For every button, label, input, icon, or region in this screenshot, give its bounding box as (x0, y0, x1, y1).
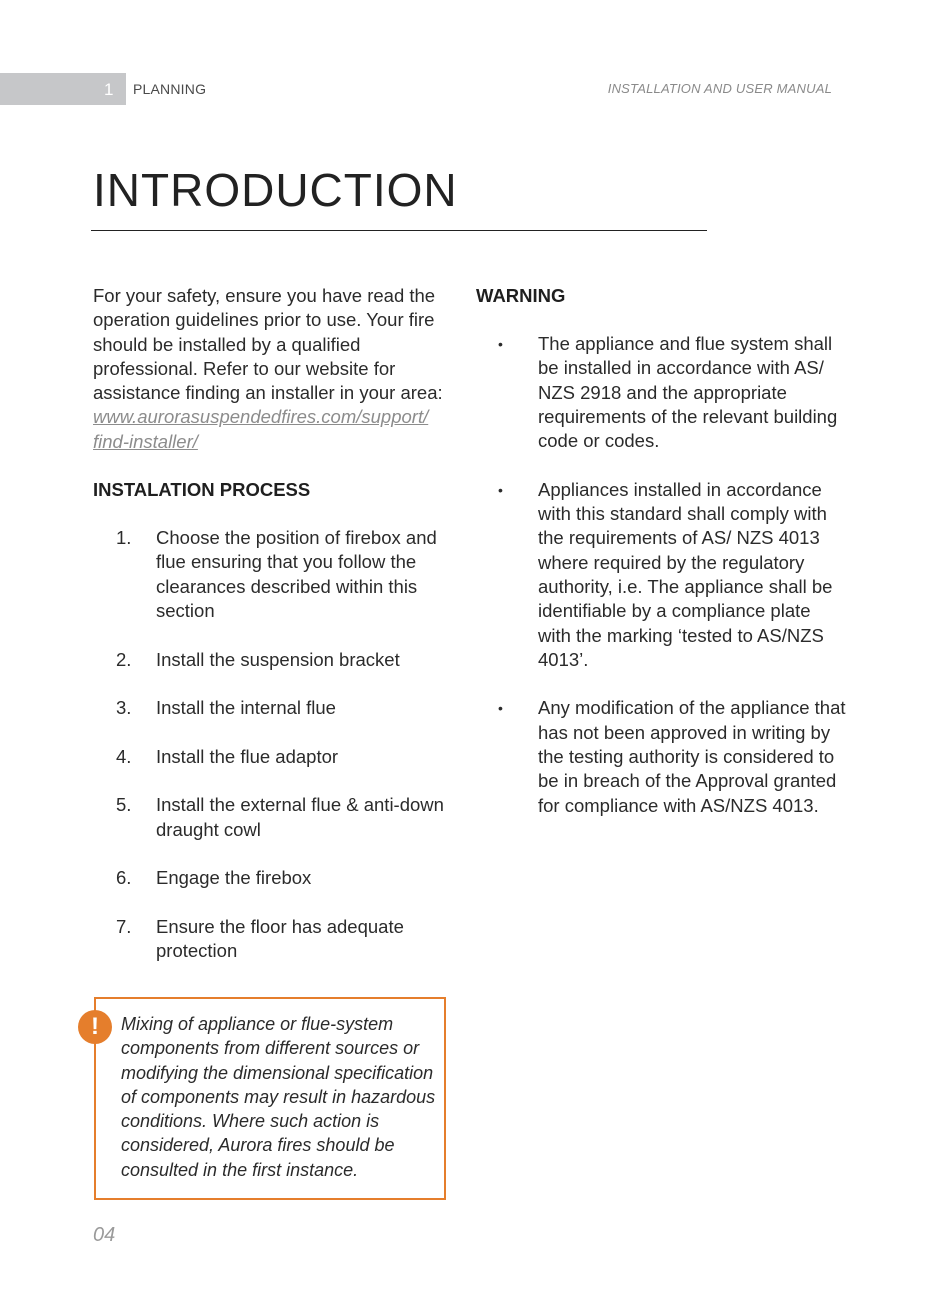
step-text: Engage the firebox (156, 867, 312, 889)
step-text: Choose the position of firebox and flue ensuring that you follow the clearances described within this section (156, 527, 437, 621)
list-item (93, 745, 453, 769)
warning-text: Appliances installed in accordance with this standard shall comply with the requirements of AS/ NZS 4013 where required by the regulatory authority, i.e. The appliance shall be identifiable by a compliance plate with the marking ‘tested to AS/NZS 4013’. (538, 478, 833, 670)
warning-text: Any modification of the appliance that has not been approved in writing by the testing authority is considered to be in breach of the Approval granted for compliance with AS/NZS 4013. (538, 697, 846, 816)
installer-link-line2: find-installer/ (93, 430, 198, 452)
list-item (93, 526, 453, 623)
warning-text: The appliance and flue system shall be installed in accordance with AS/ NZS 2918 and the appropriate requirements of the relevant building code or codes. (538, 333, 838, 452)
step-text: Install the suspension bracket (156, 648, 400, 670)
intro-paragraph (93, 284, 453, 454)
right-column (476, 284, 846, 842)
left-column (93, 284, 453, 988)
step-text: Ensure the floor has adequate protection (156, 915, 404, 962)
list-item (93, 866, 453, 890)
warning-heading: WARNING (476, 285, 566, 306)
step-text: Install the internal flue (156, 697, 336, 719)
section-label: PLANNING (133, 81, 207, 97)
step-number: 2. (116, 648, 132, 670)
step-number: 5. (116, 794, 132, 816)
bullet-icon: • (498, 481, 503, 498)
step-number: 6. (116, 867, 132, 889)
warning-list (476, 332, 846, 818)
step-number: 3. (116, 697, 132, 719)
exclamation-icon: ! (78, 1010, 112, 1044)
installer-link-line1: www.aurorasuspendedfires.com/support/ (93, 406, 429, 428)
list-item (93, 696, 453, 720)
page-title: INTRODUCTION (93, 164, 458, 216)
chapter-number: 1 (104, 80, 114, 99)
step-text: Install the flue adaptor (156, 745, 339, 767)
intro-text: For your safety, ensure you have read the operation guidelines prior to use. Your fire should be installed by a qualified professional. Refer to our website for assistance finding an installer in your area: (93, 285, 443, 404)
process-heading: INSTALATION PROCESS (93, 479, 311, 501)
step-number: 7. (116, 915, 132, 937)
list-item (476, 478, 846, 672)
list-item (93, 793, 453, 842)
title-divider (91, 230, 707, 231)
caution-text: Mixing of appliance or flue-system components from different sources or modifying the dimensional specification of components may result in hazardous conditions. Where such action is considered, Aurora fires should be consulted in the first instance. (121, 1014, 436, 1180)
list-item (93, 648, 453, 672)
step-text: Install the external flue & anti-down draught cowl (156, 794, 444, 840)
process-steps (93, 526, 453, 963)
list-item (476, 696, 846, 817)
page-number: 04 (93, 1224, 116, 1246)
installer-link[interactable] (93, 405, 453, 454)
step-number: 1. (116, 527, 132, 549)
bullet-icon: • (498, 336, 503, 352)
list-item (476, 332, 846, 453)
bullet-icon: • (498, 700, 503, 717)
step-number: 4. (116, 745, 132, 767)
list-item (93, 915, 453, 964)
manual-title: INSTALLATION AND USER MANUAL (607, 81, 832, 96)
